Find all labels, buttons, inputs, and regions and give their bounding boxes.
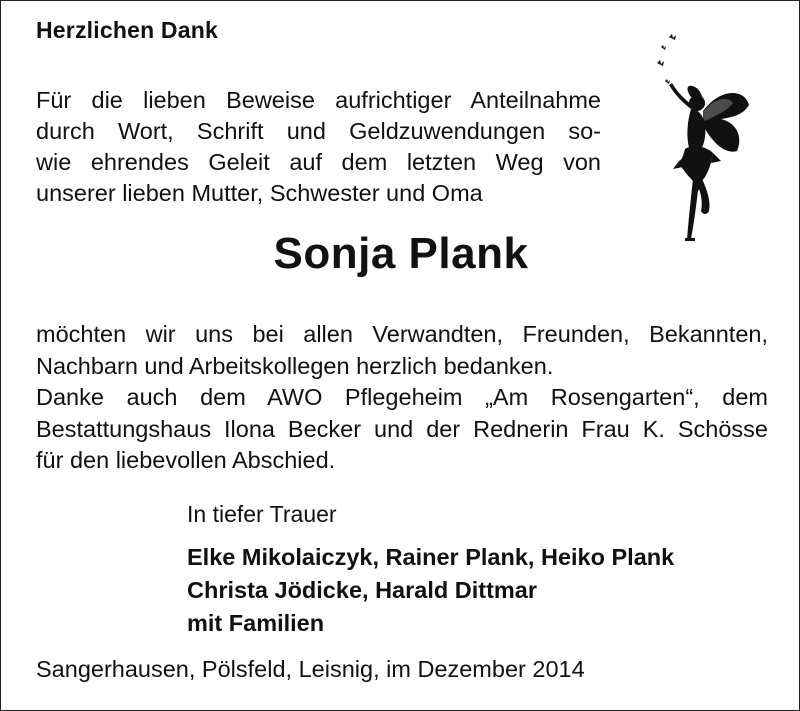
intro-line: durch Wort, Schrift und Geldzuwendungen so-	[36, 118, 601, 144]
body-line: Bestattungshaus Ilona Becker und der Rednerin Frau K. Schösse	[36, 415, 768, 442]
notice-heading: Herzlichen Dank	[36, 17, 218, 43]
deceased-name: Sonja Plank	[273, 229, 529, 278]
intro-line: wie ehrendes Geleit auf dem letzten Weg von	[36, 149, 601, 175]
body-line: Nachbarn und Arbeitskollegen herzlich bedanken.	[36, 352, 554, 379]
thanks-paragraph	[36, 319, 768, 477]
body-line: möchten wir uns bei allen Verwandten, Freunden, Bekannten,	[36, 321, 768, 347]
intro-line: unserer lieben Mutter, Schwester und Oma	[36, 180, 483, 206]
mourning-phrase: In tiefer Trauer	[187, 501, 337, 527]
intro-paragraph	[36, 85, 601, 209]
signer-line: Elke Mikolaiczyk, Rainer Plank, Heiko Plank	[187, 544, 675, 570]
intro-line: Für die lieben Beweise aufrichtiger Anteilnahme	[36, 87, 601, 113]
body-line: Danke auch dem AWO Pflegeheim „Am Rosengarten“, dem	[36, 384, 768, 410]
place-date: Sangerhausen, Pölsfeld, Leisnig, im Dezember 2014	[36, 656, 585, 682]
fairy-silhouette-icon	[641, 29, 751, 244]
signer-line: Christa Jödicke, Harald Dittmar	[187, 577, 537, 603]
signer-line: mit Familien	[187, 610, 325, 636]
signers-block	[187, 541, 674, 640]
body-line: für den liebevollen Abschied.	[36, 447, 336, 473]
